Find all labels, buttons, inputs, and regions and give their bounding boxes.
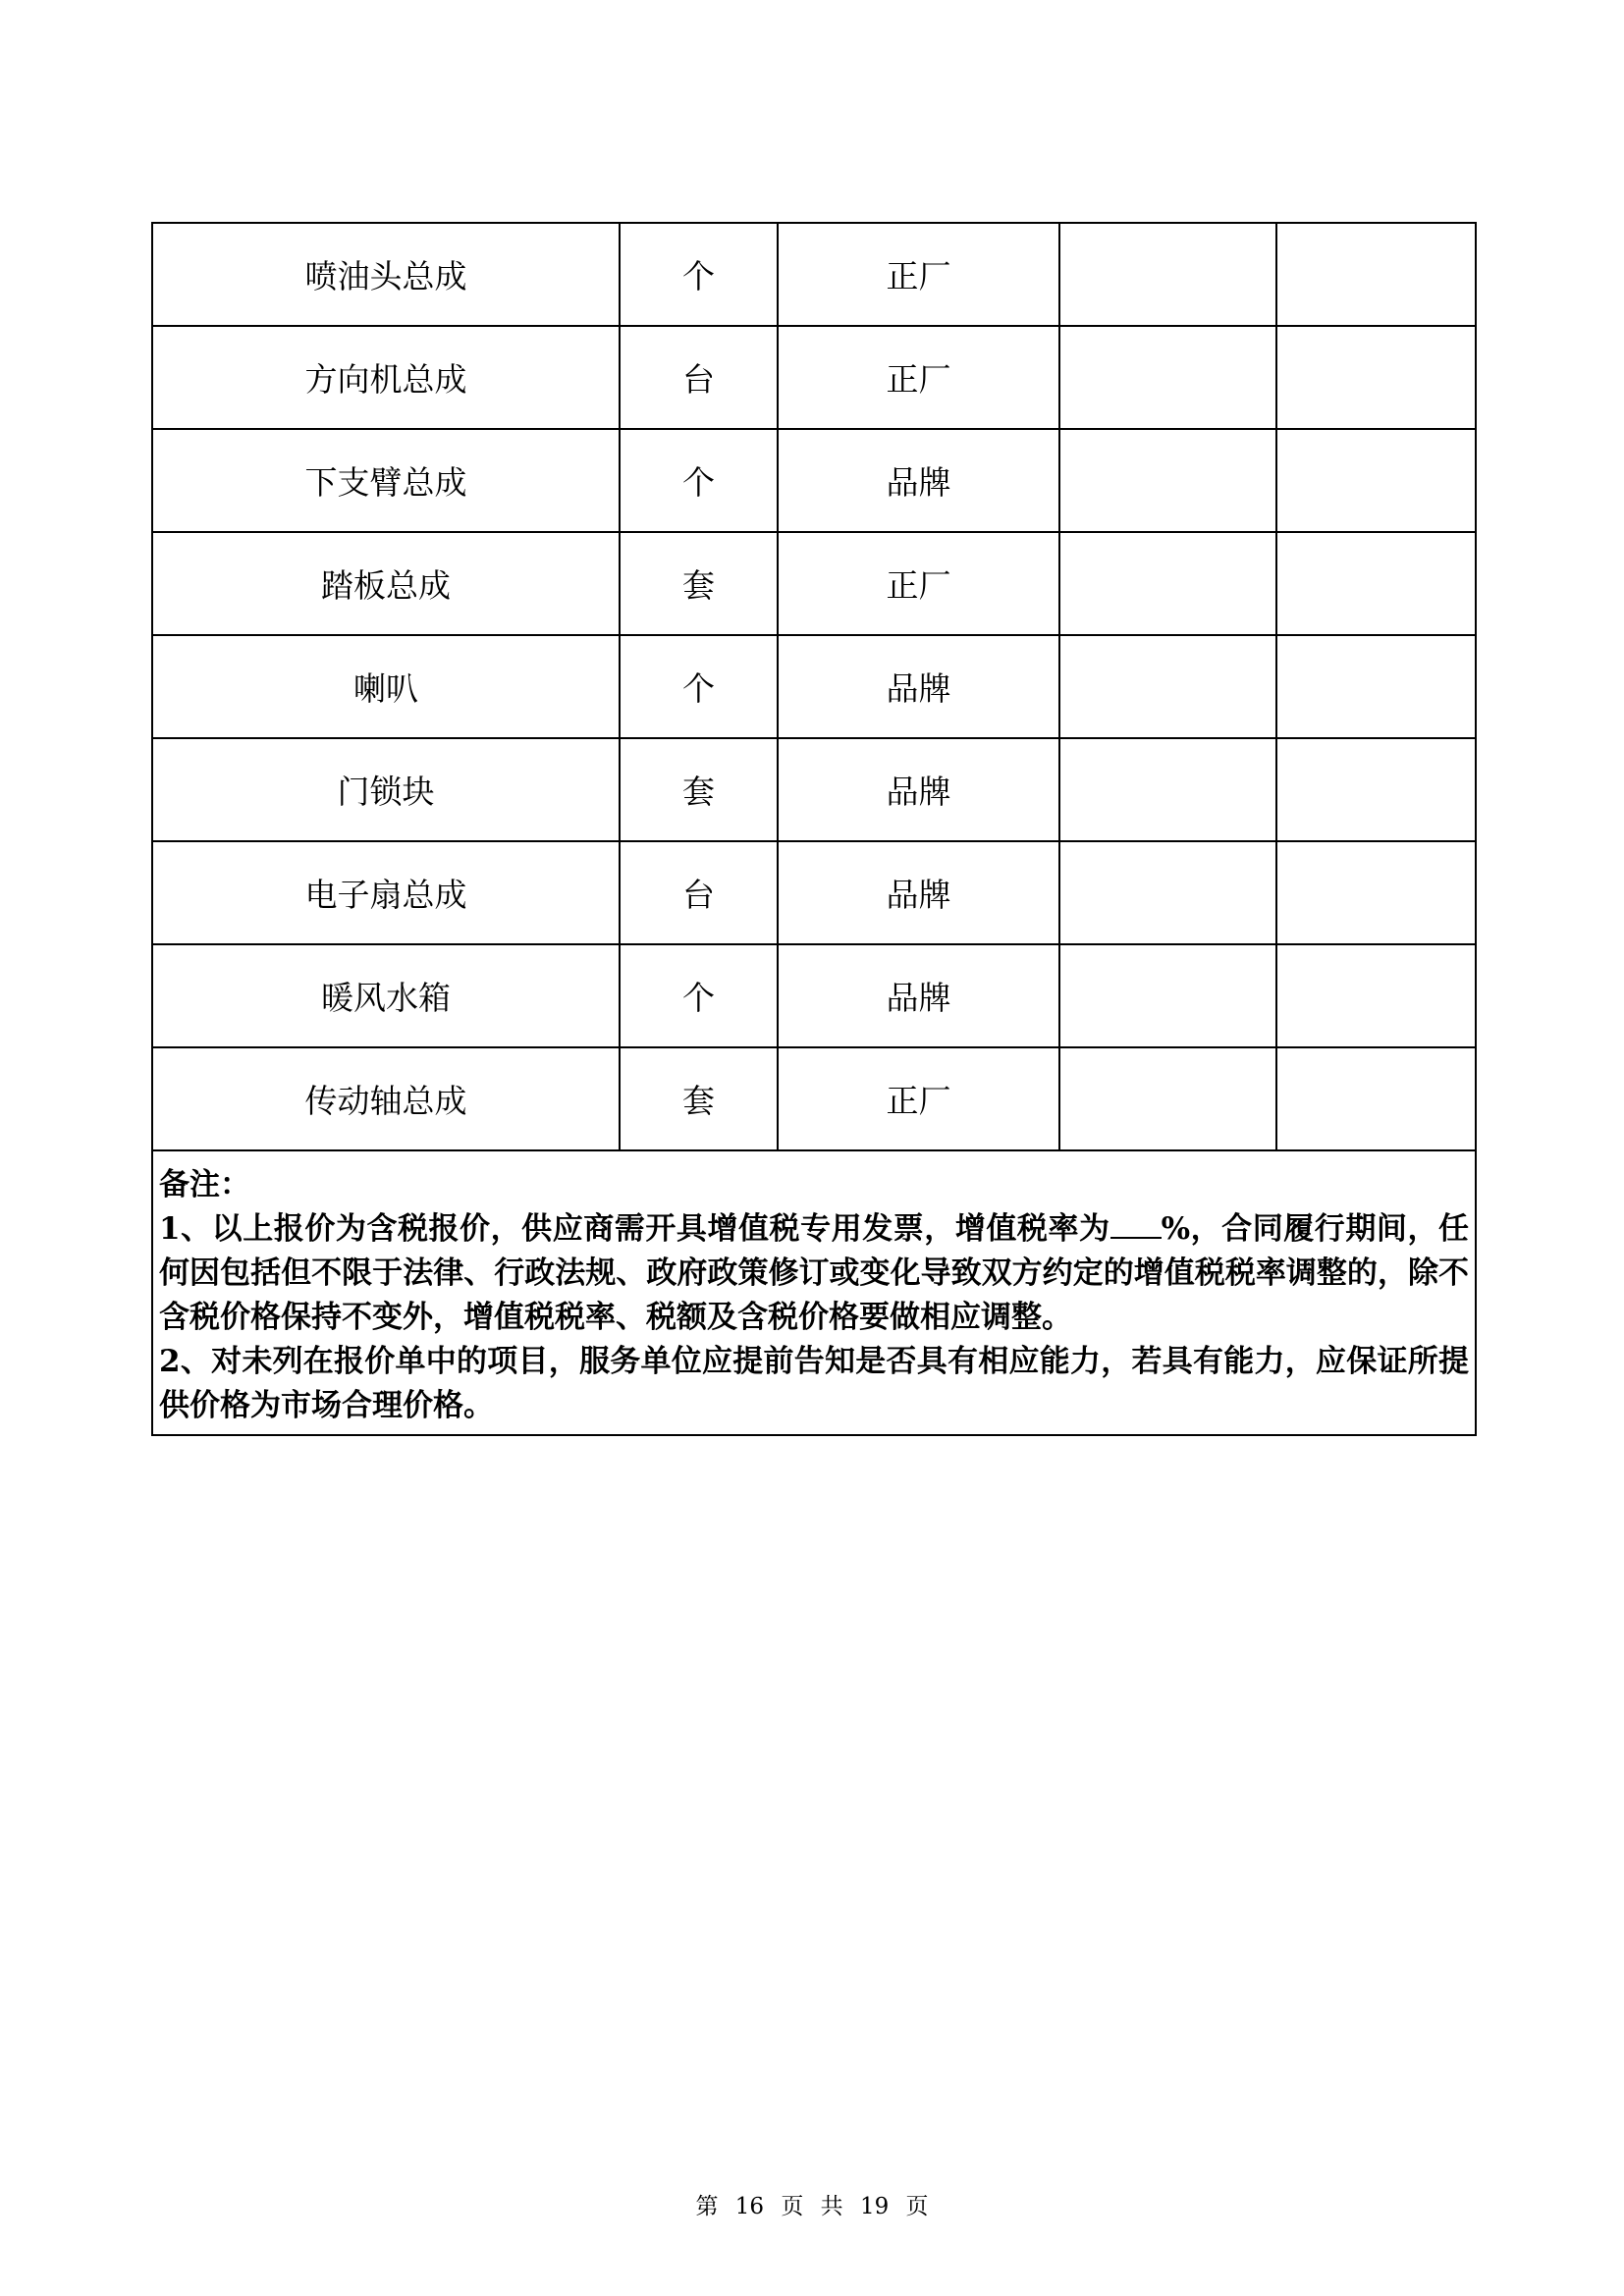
table-row — [152, 841, 1476, 944]
item-name-cell: 方向机总成 — [152, 326, 620, 429]
unit-cell: 个 — [620, 223, 778, 326]
brand-cell: 品牌 — [778, 738, 1059, 841]
brand-cell: 品牌 — [778, 944, 1059, 1047]
unit-cell: 台 — [620, 841, 778, 944]
brand-cell: 正厂 — [778, 223, 1059, 326]
table-row — [152, 1047, 1476, 1150]
table-row — [152, 944, 1476, 1047]
blank-cell-4 — [1059, 223, 1276, 326]
note-2: 2、对未列在报价单中的项目，服务单位应提前告知是否具有相应能力，若具有能力，应保证所提供价格为市场合理价格。 — [159, 1344, 1469, 1423]
blank-cell-4 — [1059, 738, 1276, 841]
item-name-cell: 暖风水箱 — [152, 944, 620, 1047]
item-name-cell: 电子扇总成 — [152, 841, 620, 944]
blank-cell-4 — [1059, 841, 1276, 944]
table-row — [152, 532, 1476, 635]
blank-cell-5 — [1276, 635, 1476, 738]
item-name-cell: 下支臂总成 — [152, 429, 620, 532]
item-name-cell: 传动轴总成 — [152, 1047, 620, 1150]
unit-cell: 个 — [620, 944, 778, 1047]
note-1-text-a: 1、以上报价为含税报价，供应商需开具增值税专用发票，增值税率为 — [159, 1211, 1110, 1247]
table-row — [152, 429, 1476, 532]
note-1 — [159, 1207, 1469, 1340]
quotation-table — [151, 222, 1477, 1436]
blank-cell-4 — [1059, 635, 1276, 738]
blank-cell-4 — [1059, 326, 1276, 429]
brand-cell: 品牌 — [778, 429, 1059, 532]
unit-cell: 套 — [620, 738, 778, 841]
item-name-cell: 踏板总成 — [152, 532, 620, 635]
notes-cell — [152, 1150, 1476, 1435]
blank-cell-5 — [1276, 429, 1476, 532]
notes-row — [152, 1150, 1476, 1435]
brand-cell: 品牌 — [778, 635, 1059, 738]
blank-cell-5 — [1276, 326, 1476, 429]
note-1-text-b: %，合同履行期间，任何因包括但不限于法律、行政法规、政府政策修订或变化导致双方约定的增值税税率调整的，除不含税价格保持不变外，增值税税率、税额及含税价格要做相应调整。 — [159, 1211, 1469, 1335]
brand-cell: 正厂 — [778, 1047, 1059, 1150]
page-number-footer: 第 16 页 共 19 页 — [695, 2194, 929, 2219]
blank-cell-4 — [1059, 429, 1276, 532]
blank-cell-5 — [1276, 841, 1476, 944]
brand-cell: 正厂 — [778, 326, 1059, 429]
blank-cell-5 — [1276, 1047, 1476, 1150]
item-name-cell: 门锁块 — [152, 738, 620, 841]
tax-rate-blank — [1110, 1211, 1162, 1239]
table-row — [152, 326, 1476, 429]
unit-cell: 个 — [620, 635, 778, 738]
table-row — [152, 635, 1476, 738]
blank-cell-4 — [1059, 532, 1276, 635]
blank-cell-5 — [1276, 944, 1476, 1047]
notes-heading: 备注： — [159, 1167, 250, 1202]
table-row — [152, 738, 1476, 841]
brand-cell: 品牌 — [778, 841, 1059, 944]
unit-cell: 套 — [620, 1047, 778, 1150]
unit-cell: 个 — [620, 429, 778, 532]
item-name-cell: 喇叭 — [152, 635, 620, 738]
blank-cell-4 — [1059, 944, 1276, 1047]
table-row — [152, 223, 1476, 326]
table-body — [152, 223, 1476, 1435]
blank-cell-5 — [1276, 223, 1476, 326]
unit-cell: 台 — [620, 326, 778, 429]
blank-cell-5 — [1276, 738, 1476, 841]
blank-cell-5 — [1276, 532, 1476, 635]
brand-cell: 正厂 — [778, 532, 1059, 635]
blank-cell-4 — [1059, 1047, 1276, 1150]
item-name-cell: 喷油头总成 — [152, 223, 620, 326]
unit-cell: 套 — [620, 532, 778, 635]
